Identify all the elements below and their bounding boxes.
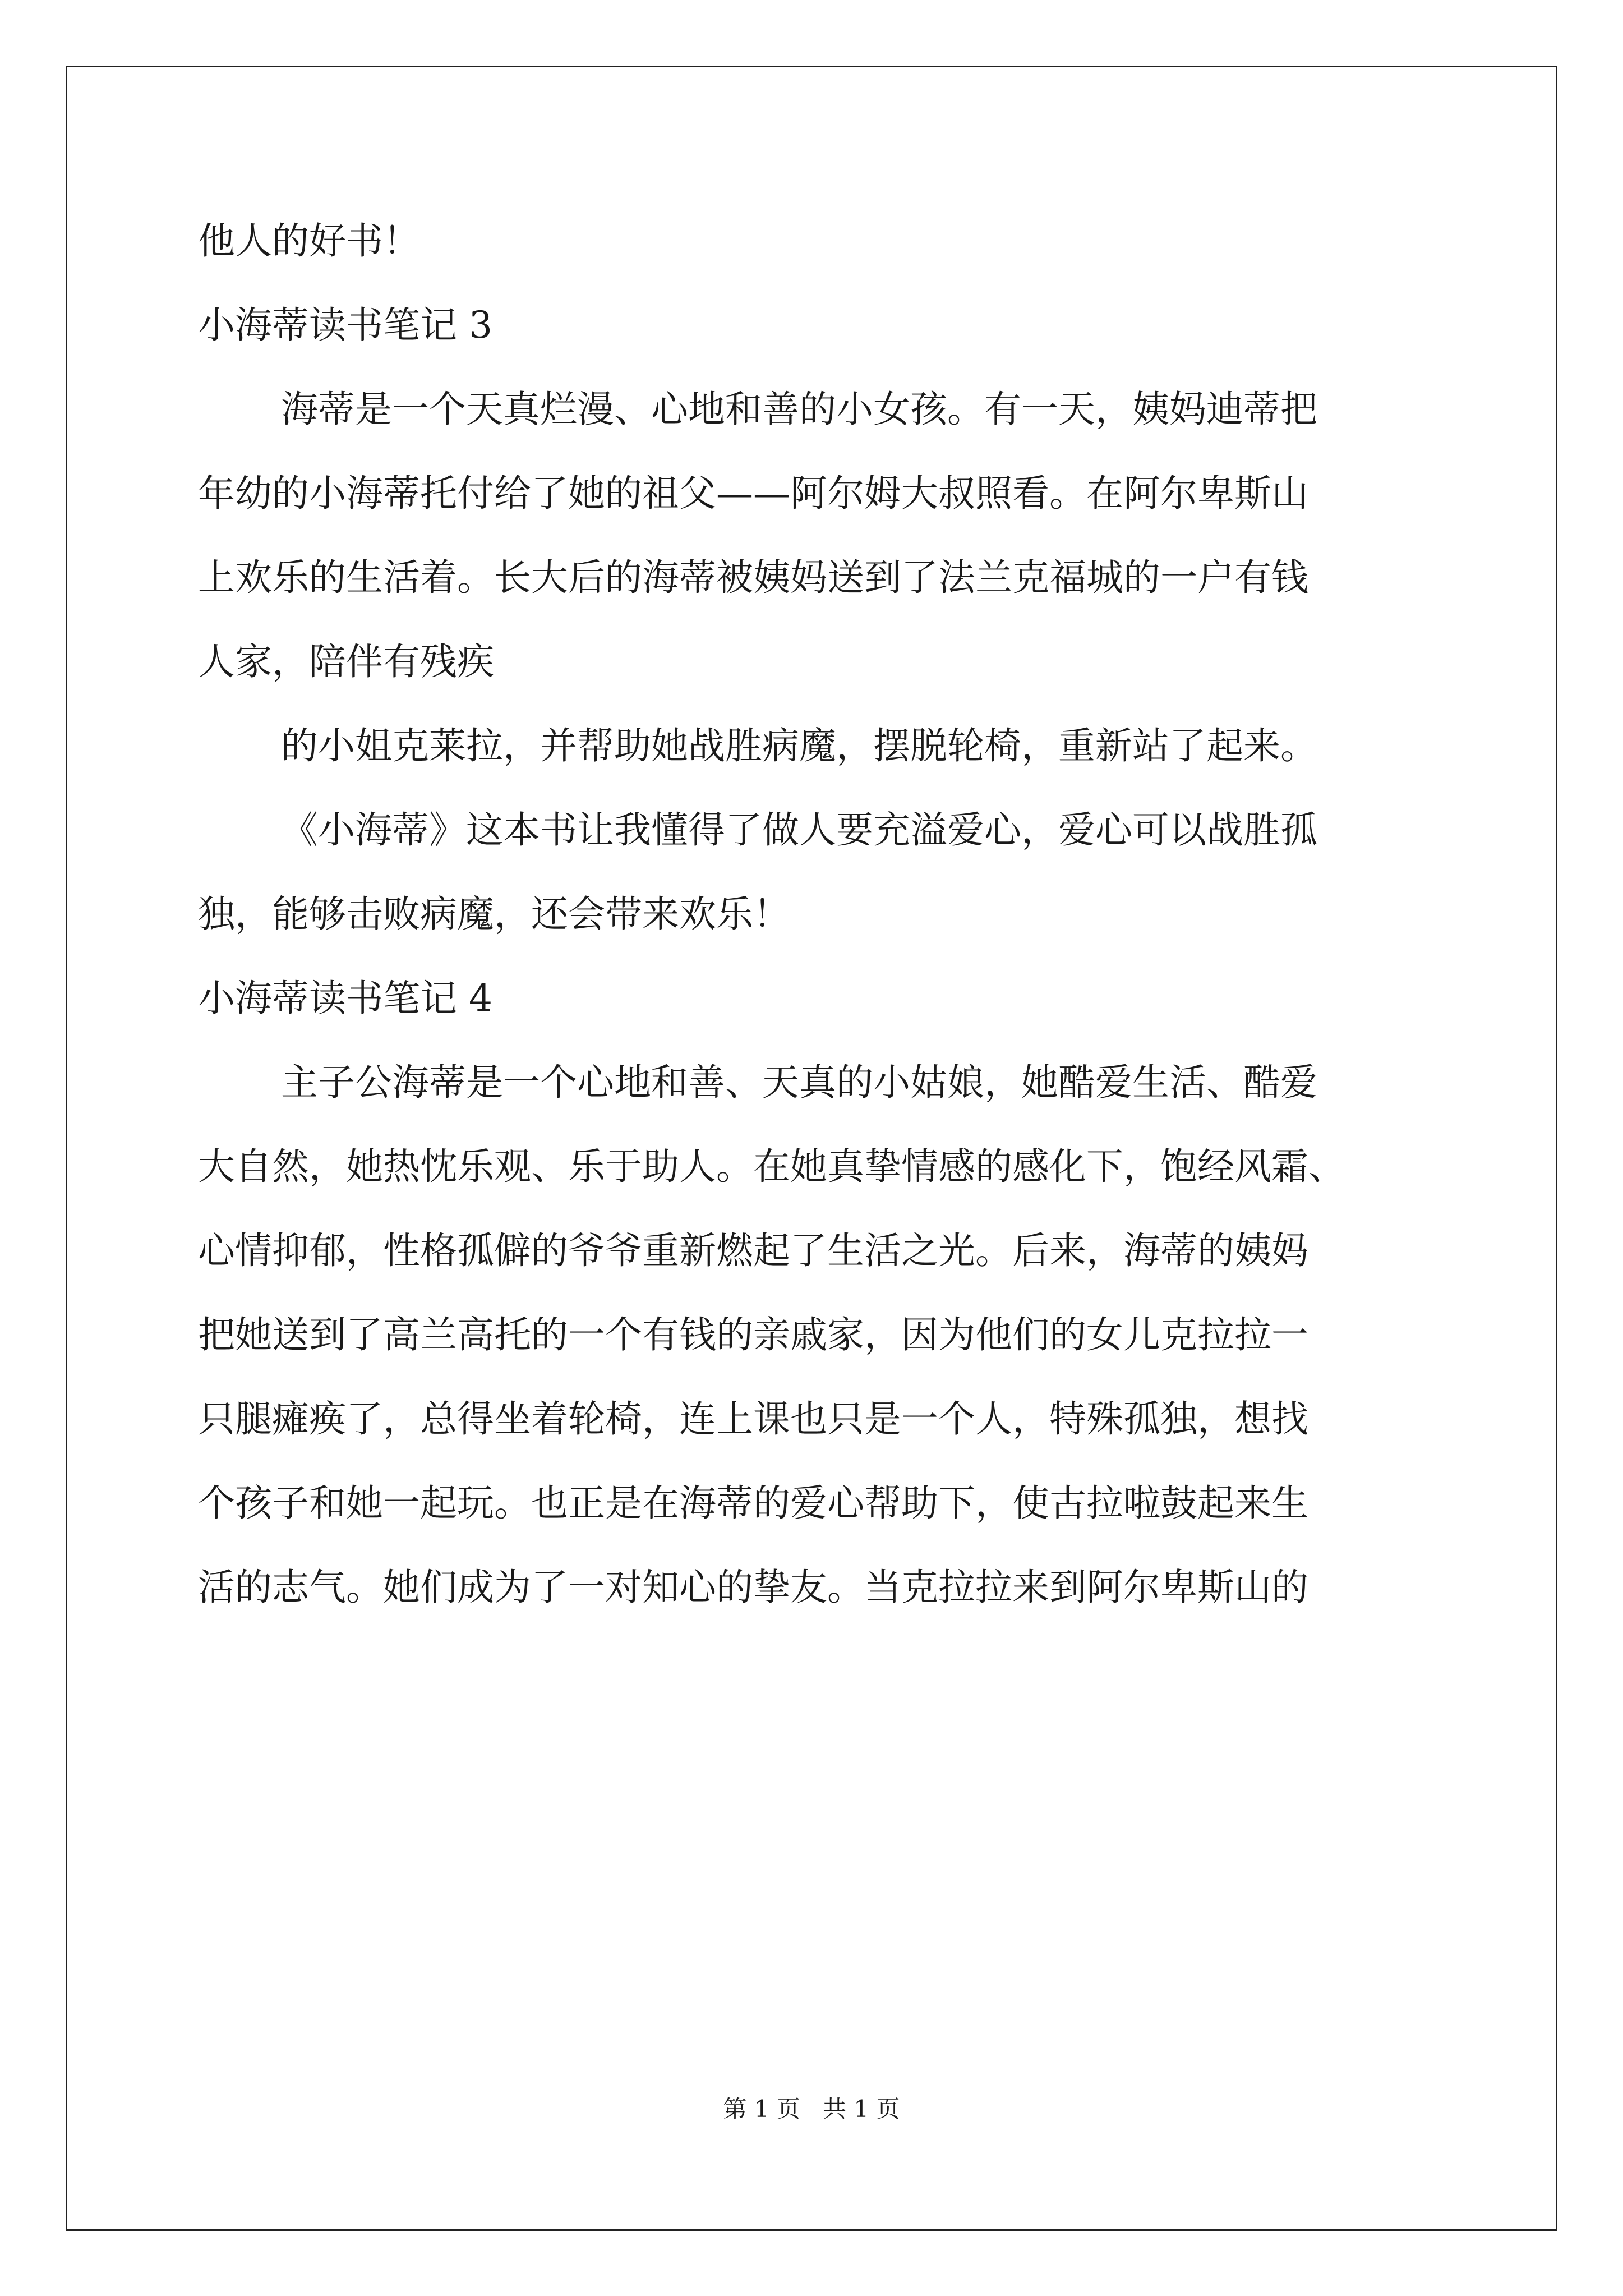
page-number-footer: 第 1 页 共 1 页 [723, 2095, 900, 2123]
text-line: 他人的好书！ [198, 219, 420, 263]
section-heading: 小海蒂读书笔记 4 [198, 977, 492, 1020]
paragraph-line: 只腿瘫痪了，总得坐着轮椅，连上课也只是一个人，特殊孤独，想找 [198, 1397, 1308, 1441]
paragraph-line: 心情抑郁，性格孤僻的爷爷重新燃起了生活之光。后来，海蒂的姨妈 [198, 1229, 1308, 1272]
paragraph-line: 海蒂是一个天真烂漫、心地和善的小女孩。有一天，姨妈迪蒂把 [281, 388, 1317, 431]
section-heading: 小海蒂读书笔记 3 [198, 303, 492, 347]
paragraph-line: 主子公海蒂是一个心地和善、天真的小姑娘，她酷爱生活、酷爱 [281, 1061, 1317, 1104]
paragraph-line: 独，能够击败病魔，还会带来欢乐！ [198, 892, 790, 936]
paragraph-line: 大自然，她热忱乐观、乐于助人。在她真挚情感的感化下，饱经风霜、 [198, 1145, 1345, 1188]
paragraph-line: 年幼的小海蒂托付给了她的祖父——阿尔姆大叔照看。在阿尔卑斯山 [198, 472, 1308, 515]
paragraph-line: 活的志气。她们成为了一对知心的挚友。当克拉拉来到阿尔卑斯山的 [198, 1566, 1308, 1609]
paragraph-line: 人家，陪伴有残疾 [198, 640, 494, 683]
paragraph-line: 把她送到了高兰高托的一个有钱的亲戚家，因为他们的女儿克拉拉一 [198, 1313, 1308, 1356]
paragraph-line: 的小姐克莱拉，并帮助她战胜病魔，摆脱轮椅，重新站了起来。 [281, 724, 1317, 767]
paragraph-line: 个孩子和她一起玩。也正是在海蒂的爱心帮助下，使古拉啦鼓起来生 [198, 1481, 1308, 1525]
paragraph-line: 《小海蒂》这本书让我懂得了做人要充溢爱心，爱心可以战胜孤 [281, 808, 1317, 852]
paragraph-line: 上欢乐的生活着。长大后的海蒂被姨妈送到了法兰克福城的一户有钱 [198, 556, 1308, 599]
